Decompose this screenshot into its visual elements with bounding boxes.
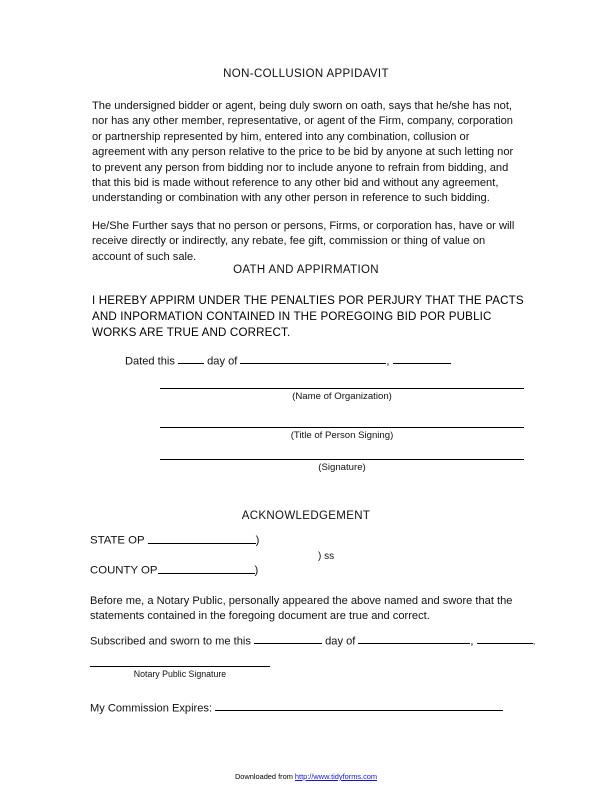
subscribed-middle-label: day of bbox=[322, 635, 359, 648]
page-title: NON-COLLUSION APPIDAVIT bbox=[223, 68, 389, 80]
county-close-paren: ) bbox=[254, 564, 259, 577]
dated-middle-label: day of bbox=[204, 355, 241, 368]
title-signature-line[interactable] bbox=[160, 427, 524, 428]
notary-statement-paragraph: Before me, a Notary Public, personally appeared the above named and swore that the statements contained in the foregoing document are true and correct. bbox=[90, 595, 513, 623]
dated-year-field[interactable] bbox=[393, 354, 451, 364]
organization-signature-line[interactable] bbox=[160, 388, 524, 389]
dated-this-line bbox=[125, 354, 451, 367]
oath-affirmation-heading: OATH AND APPIRMATION bbox=[233, 264, 379, 276]
person-signature-line[interactable] bbox=[160, 459, 524, 460]
organization-signature-block bbox=[160, 388, 524, 402]
state-field[interactable] bbox=[148, 533, 256, 544]
county-field[interactable] bbox=[158, 563, 255, 574]
no-rebate-paragraph: He/She Further says that no person or persons, Firms, or corporation has, have or will receive directly or indirectly, any rebate, fee gift, commission or thing of value on account of such sale. bbox=[92, 220, 515, 263]
acknowledgement-heading: ACKNOWLEDGEMENT bbox=[241, 510, 371, 522]
subscribed-suffix-label: . bbox=[532, 635, 536, 648]
dated-day-field[interactable] bbox=[178, 354, 204, 364]
commission-expires-line bbox=[90, 701, 503, 714]
footer-prefix-label: Downloaded from bbox=[234, 772, 295, 781]
footer-source-link[interactable]: http://www.tidyforms.com bbox=[294, 772, 378, 781]
subscribed-sworn-line bbox=[90, 634, 536, 647]
affirmation-statement: I HEREBY APPIRM UNDER THE PENALTIES POR PERJURY THAT THE PACTS AND INPORMATION CONTAINED IN THE POREGOING BID POR PUBLIC WORKS ARE TRUE AND CORRECT. bbox=[92, 294, 524, 340]
state-label: STATE OP bbox=[90, 534, 148, 547]
state-row bbox=[90, 533, 259, 547]
dated-separator-label: , bbox=[386, 355, 393, 368]
county-row bbox=[90, 563, 258, 577]
state-close-paren: ) bbox=[255, 534, 260, 547]
notary-signature-line[interactable] bbox=[90, 666, 270, 667]
ss-notation: ) ss bbox=[318, 551, 335, 562]
person-signature-block bbox=[160, 459, 524, 473]
county-label: COUNTY OP bbox=[90, 564, 158, 577]
subscribed-day-field[interactable] bbox=[254, 634, 322, 644]
subscribed-month-field[interactable] bbox=[358, 634, 470, 644]
commission-expires-label: My Commission Expires: bbox=[90, 702, 216, 715]
footer-watermark bbox=[0, 772, 612, 781]
title-signature-caption: (Title of Person Signing) bbox=[290, 430, 394, 441]
notary-signature-caption: Notary Public Signature bbox=[133, 669, 227, 679]
person-signature-caption: (Signature) bbox=[318, 462, 366, 473]
subscribed-prefix-label: Subscribed and sworn to me this bbox=[90, 635, 255, 648]
organization-signature-caption: (Name of Organization) bbox=[292, 391, 392, 402]
non-collusion-paragraph: The undersigned bidder or agent, being duly sworn on oath, says that he/she has not, nor has any other member, representative, or agent of the Firm, company, corporation or partnership represented by him, entered into any combination, collusion or agreement with any person relative to the price to be bid by anyone at such letting nor to prevent any person from bidding nor to include anyone to refrain from bidding, and that this bid is made without reference to any other bid and without any agreement, understanding or combination with any other person in reference to such bidding. bbox=[92, 100, 514, 205]
title-signature-block bbox=[160, 427, 524, 441]
dated-prefix-label: Dated this bbox=[125, 355, 179, 368]
commission-expires-field[interactable] bbox=[215, 701, 503, 711]
subscribed-year-field[interactable] bbox=[477, 634, 533, 644]
dated-month-field[interactable] bbox=[240, 354, 386, 364]
subscribed-separator-label: , bbox=[470, 635, 477, 648]
notary-signature-block bbox=[90, 666, 270, 679]
